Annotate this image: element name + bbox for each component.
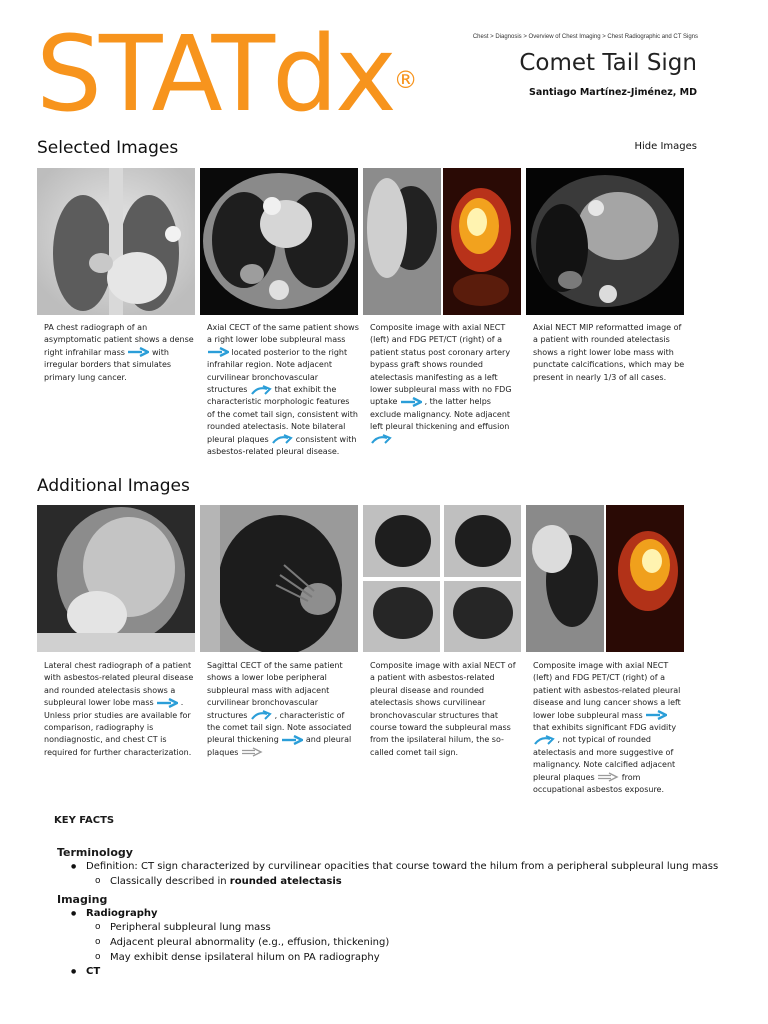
rad-item: o Adjacent pleural abnormality (e.g., effusion, thickening) [110, 937, 389, 948]
composite-nect-image [363, 505, 521, 652]
logo-text: STATdx [36, 13, 394, 135]
image-sagittal-cect[interactable] [200, 505, 358, 652]
image-nect-petct-2[interactable] [526, 505, 684, 652]
straight-arrow-icon [281, 735, 303, 745]
nect-petct-image [363, 168, 521, 315]
straight-arrow-icon [645, 710, 667, 720]
straight-arrow-icon [400, 397, 422, 407]
caption-additional-2 [207, 660, 359, 759]
caption-selected-4 [533, 322, 685, 384]
caption-selected-3 [370, 322, 522, 446]
registered-mark: ® [393, 66, 418, 94]
image-axial-mip[interactable] [526, 168, 684, 315]
classic-text: Classically described in [110, 876, 230, 887]
caption-text: with irregular borders that simulates primary lung cancer. [44, 347, 172, 382]
caption-text: . Unless prior studies are available for comparison, radiography is nondiagnostic, and chest CT is required for further characterization. [44, 698, 192, 757]
caption-text: PA chest radiograph of an asymptomatic patient shows a dense right infrahilar mass [44, 323, 194, 357]
classic-bold-text: rounded atelectasis [229, 876, 342, 887]
radiography-item: ● Radiography [86, 908, 158, 919]
rad-item: o Peripheral subpleural lung mass [110, 922, 271, 933]
open-arrow-icon [241, 747, 263, 757]
imaging-heading: Imaging [57, 893, 108, 906]
curved-arrow-icon [533, 735, 555, 745]
caption-text: , characteristic of the comet tail sign. Note associated pleural thickening [207, 710, 352, 745]
caption-selected-1 [44, 322, 196, 384]
breadcrumb[interactable]: Chest > Diagnosis > Overview of Chest Imaging > Chest Radiographic and CT Signs [472, 34, 698, 40]
open-arrow-icon [597, 772, 619, 782]
rad-item: o May exhibit dense ipsilateral hilum on PA radiography [110, 952, 380, 963]
nect-petct-2-image [526, 505, 684, 652]
caption-text: , the latter helps exclude malignancy. Note adjacent left pleural thickening and effusion [370, 397, 511, 432]
caption-text: Composite image with axial NECT of a patient with asbestos-related pleural disease and rounded atelectasis shows curvilinear bronchovascular structures that course toward the subpleural mass from the ipsilateral hilum, the so-called comet tail sign. [370, 661, 516, 757]
terminology-heading: Terminology [57, 846, 133, 859]
additional-images-heading: Additional Images [37, 476, 190, 496]
axial-cect-image [200, 168, 358, 315]
image-lateral-radiograph[interactable] [37, 505, 195, 652]
lateral-radiograph-image [37, 505, 195, 652]
image-pa-radiograph[interactable] [37, 168, 195, 315]
page-title: Comet Tail Sign [519, 50, 697, 76]
curved-arrow-icon [370, 434, 392, 444]
caption-selected-2 [207, 322, 359, 458]
author-name: Santiago Martínez-Jiménez, MD [528, 87, 697, 98]
key-facts-heading: KEY FACTS [54, 815, 115, 826]
caption-text: consistent with asbestos-related pleural disease. [207, 434, 357, 457]
caption-text: Composite image with axial NECT (left) and FDG PET/CT (right) of a patient with asbestos-related pleural disease and lung cancer shows a left lower lobe subpleural mass [533, 661, 681, 720]
straight-arrow-icon [207, 347, 229, 357]
selected-images-heading: Selected Images [37, 138, 179, 158]
ct-item: ● CT [86, 966, 100, 977]
caption-text: and pleural plaques [207, 735, 352, 757]
caption-text: from occupational asbestos exposure. [533, 772, 665, 795]
caption-text: that exhibit the characteristic morphologic features of the comet tail sign, consistent with rounded atelectasis. Note bilateral pleural plaques [207, 385, 358, 444]
axial-mip-image [526, 168, 684, 315]
caption-text: located posterior to the right infrahilar region. Note adjacent curvilinear bronchovascular structures [207, 347, 348, 395]
curved-arrow-icon [250, 710, 272, 720]
curved-arrow-icon [250, 385, 272, 395]
statdx-logo [36, 13, 418, 135]
image-axial-cect[interactable] [200, 168, 358, 315]
image-composite-nect[interactable] [363, 505, 521, 652]
hide-images-link[interactable]: Hide Images [634, 141, 697, 152]
straight-arrow-icon [127, 347, 149, 357]
caption-text: that exhibits significant FDG avidity [533, 723, 677, 733]
straight-arrow-icon [156, 698, 178, 708]
caption-additional-1 [44, 660, 196, 759]
sagittal-cect-image [200, 505, 358, 652]
definition-item: ● Definition: CT sign characterized by curvilinear opacities that course toward the hilum from a peripheral subpleural lung mass [86, 861, 718, 872]
caption-text: Lateral chest radiograph of a patient with asbestos-related pleural disease and rounded atelectasis shows a subpleural lower lobe mass [44, 661, 194, 708]
caption-text: , not typical of rounded atelectasis and more suggestive of malignancy. Note calcified adjacent pleural plaques [533, 735, 676, 782]
classic-item [110, 876, 342, 887]
caption-text: Axial CECT of the same patient shows a right lower lobe subpleural mass [207, 323, 359, 345]
caption-text: Axial NECT MIP reformatted image of a patient with rounded atelectasis shows a right lower lobe mass with punctate calcifications, which may be present in nearly 1/3 of all cases. [533, 323, 685, 382]
curved-arrow-icon [271, 434, 293, 444]
pa-radiograph-image [37, 168, 195, 315]
caption-additional-4 [533, 660, 685, 796]
caption-additional-3 [370, 660, 522, 759]
caption-text: Composite image with axial NECT (left) and FDG PET/CT (right) of a patient status post coronary artery bypass graft shows rounded atelectasis manifesting as a left lower subpleural mass with no FDG uptake [370, 323, 512, 407]
image-nect-petct[interactable] [363, 168, 521, 315]
caption-text: Sagittal CECT of the same patient shows a lower lobe peripheral subpleural mass with adjacent curvilinear bronchovascular structures [207, 661, 343, 720]
